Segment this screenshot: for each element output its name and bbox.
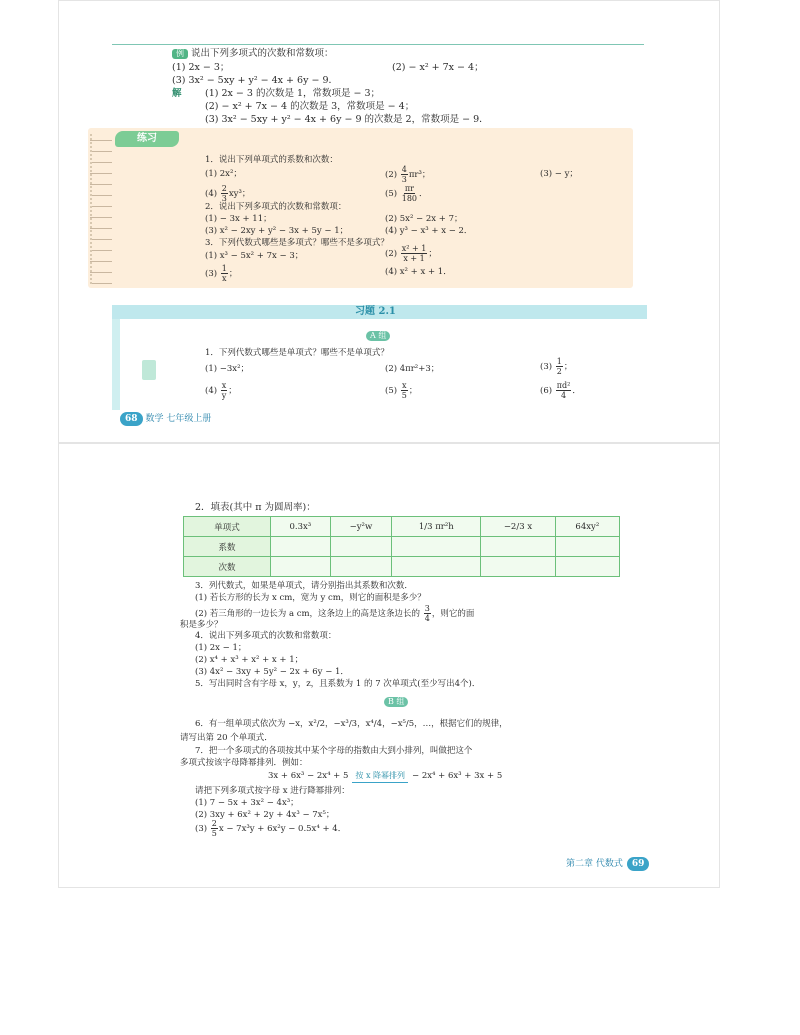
practice-q3-b: (2) $\frac{\text{x² + 1}}{x + 1}$ ； [385, 244, 437, 263]
page-footer-68 [120, 412, 211, 426]
practice-q2-d: (4) y³ − x³ + x − 2． [385, 226, 473, 236]
side-strip [112, 305, 120, 410]
table-row [184, 537, 620, 557]
practice-q1: 1．说出下列单项式的系数和次数： [205, 155, 338, 165]
group-a-badge: A 组 [366, 331, 390, 341]
practice-q2-a: (1) − 3x + 11； [205, 214, 272, 224]
notebook-spiral [90, 134, 112, 284]
example-item-2: (2) − x² + 7x − 4； [392, 62, 484, 73]
practice-q3-d: (4) x² + x + 1． [385, 267, 452, 277]
table-cell: −y²w [330, 517, 392, 537]
top-divider [112, 44, 644, 45]
homework-q1: 1．下列代数式哪些是单项式？哪些不是单项式？ [205, 348, 389, 358]
q7-example: 3x + 6x³ − 2x⁴ + 5 按 x 降幂排列 − 2x⁴ + 6x³ + 3x + 5 [268, 771, 503, 781]
table-cell[interactable] [555, 537, 619, 557]
table-cell[interactable] [481, 557, 555, 577]
table-cell: −2/3 x [481, 517, 555, 537]
table-cell[interactable] [392, 557, 481, 577]
q3-2-cont: 积是多少？ [180, 620, 223, 630]
practice-box [88, 128, 633, 288]
page-number: 68 [120, 412, 143, 426]
homework-q1-c: (3) $\frac{1}{2}$ ； [540, 357, 573, 376]
page-number: 69 [627, 857, 650, 871]
practice-q3-c: (3) $\frac{1}{x}$ ； [205, 264, 238, 283]
q7-3: (3) $\frac{2}{5}$ x − 7x³y + 6x²y − 0.5x⁴ + 4． [195, 819, 347, 838]
example-prompt: 例 说出下列多项式的次数和常数项： [172, 48, 334, 60]
q7-cont: 多项式按该字母降幂排列．例如： [180, 758, 308, 768]
practice-q1-c: (3) − y； [540, 169, 578, 179]
table-cell: 次数 [184, 557, 271, 577]
q4-1: (1) 2x − 1； [195, 643, 247, 653]
homework-title: 习题 2.1 [355, 306, 396, 317]
homework-q1-a: (1) −3x²； [205, 364, 249, 374]
practice-q3-a: (1) x³ − 5x² + 7x − 3； [205, 251, 304, 261]
group-b-badge: B 组 [384, 697, 408, 707]
table-cell: 64xy² [555, 517, 619, 537]
q4-3: (3) 4x² − 3xy + 5y² − 2x + 6y − 1． [195, 667, 349, 677]
textbook-page-69 [58, 443, 720, 888]
example-item-1: (1) 2x − 3； [172, 62, 230, 73]
table-cell: 系数 [184, 537, 271, 557]
page-footer-69 [566, 857, 652, 871]
practice-q2: 2．说出下列多项式的次数和常数项： [205, 202, 347, 212]
homework-q1-b: (2) 4πr²+3； [385, 364, 440, 374]
q3-1: (1) 若长方形的长为 x cm，宽为 y cm，则它的面积是多少？ [195, 593, 426, 603]
practice-q2-c: (3) x² − 2xy + y² − 3x + 5y − 1； [205, 226, 349, 236]
practice-q1-a: (1) 2x²； [205, 169, 242, 179]
solution-3: (3) 3x² − 5xy + y² − 4x + 6y − 9 的次数是 2，常数项是 − 9． [205, 114, 489, 125]
table-cell: 0.3x³ [271, 517, 331, 537]
q7-task: 请把下列多项式按字母 x 进行降幂排列： [195, 786, 350, 796]
q3-2: (2) 若三角形的一边长为 a cm，这条边上的高是这条边长的 $\frac{3}{4}$ ，则它的面 [195, 604, 475, 623]
homework-q1-e: (5) $\frac{x}{5}$ ； [385, 381, 418, 400]
q4: 4．说出下列多项式的次数和常数项： [195, 631, 337, 641]
example-badge: 例 [172, 49, 188, 59]
practice-q3: 3．下列代数式哪些是多项式？哪些不是多项式？ [205, 238, 389, 248]
table-cell[interactable] [330, 537, 392, 557]
solution-1: (1) 2x − 3 的次数是 1，常数项是 − 3； [205, 88, 381, 99]
practice-q1-e: (5) $\frac{\pi r}{180}$ ． [385, 184, 428, 203]
table-cell[interactable] [555, 557, 619, 577]
solution-label: 解 [172, 88, 182, 99]
practice-q2-b: (2) 5x² − 2x + 7； [385, 214, 463, 224]
q6: 6．有一组单项式依次为 −x，x²/2，−x³/3，x⁴/4，−x⁵/5，…，根据它们的规律， [195, 719, 508, 729]
q7-2: (2) 3xy + 6x² + 2y + 4x³ − 7x⁵； [195, 810, 335, 820]
q4-2: (2) x⁴ + x³ + x² + x + 1； [195, 655, 304, 665]
q2-fill-table: 2．填表(其中 π 为圆周率)： [195, 502, 316, 513]
solution-2: (2) − x² + 7x − 4 的次数是 3，常数项是 − 4； [205, 101, 415, 112]
footer-text: 数学 七年级上册 [145, 414, 212, 424]
table-cell[interactable] [271, 537, 331, 557]
homework-q1-d: (4) $\frac{x}{y}$ ； [205, 381, 237, 400]
table-cell[interactable] [330, 557, 392, 577]
table-cell: 单项式 [184, 517, 271, 537]
arrow-label: 按 x 降幂排列 [352, 770, 408, 783]
table-cell[interactable] [481, 537, 555, 557]
table-cell[interactable] [392, 537, 481, 557]
table-cell[interactable] [271, 557, 331, 577]
example-item-3: (3) 3x² − 5xy + y² − 4x + 6y − 9． [172, 75, 338, 86]
q7: 7．把一个多项式的各项按其中某个字母的指数由大到小排列，叫做把这个 [195, 746, 473, 756]
footer-text: 第二章 代数式 [566, 859, 623, 869]
table-cell: 1/3 πr²h [392, 517, 481, 537]
homework-header [112, 305, 647, 319]
q6-cont: 请写出第 20 个单项式． [180, 733, 273, 743]
q7-1: (1) 7 − 5x + 3x² − 4x³； [195, 798, 299, 808]
practice-q1-b: (2) $\frac{4}{3}$ πr³； [385, 165, 431, 184]
practice-q1-d: (4) $\frac{2}{3}$ xy³； [205, 184, 251, 203]
fill-table [183, 516, 620, 577]
homework-q1-f: (6) $\frac{\text{πd²}}{4}$ ． [540, 381, 581, 400]
table-row [184, 517, 620, 537]
table-row [184, 557, 620, 577]
practice-title: 练习 [115, 131, 179, 147]
q5: 5．写出同时含有字母 x，y，z，且系数为 1 的 7 次单项式(至少写出4个)． [195, 679, 481, 689]
side-tab [142, 360, 156, 380]
q3: 3．列代数式，如果是单项式，请分别指出其系数和次数． [195, 581, 413, 591]
